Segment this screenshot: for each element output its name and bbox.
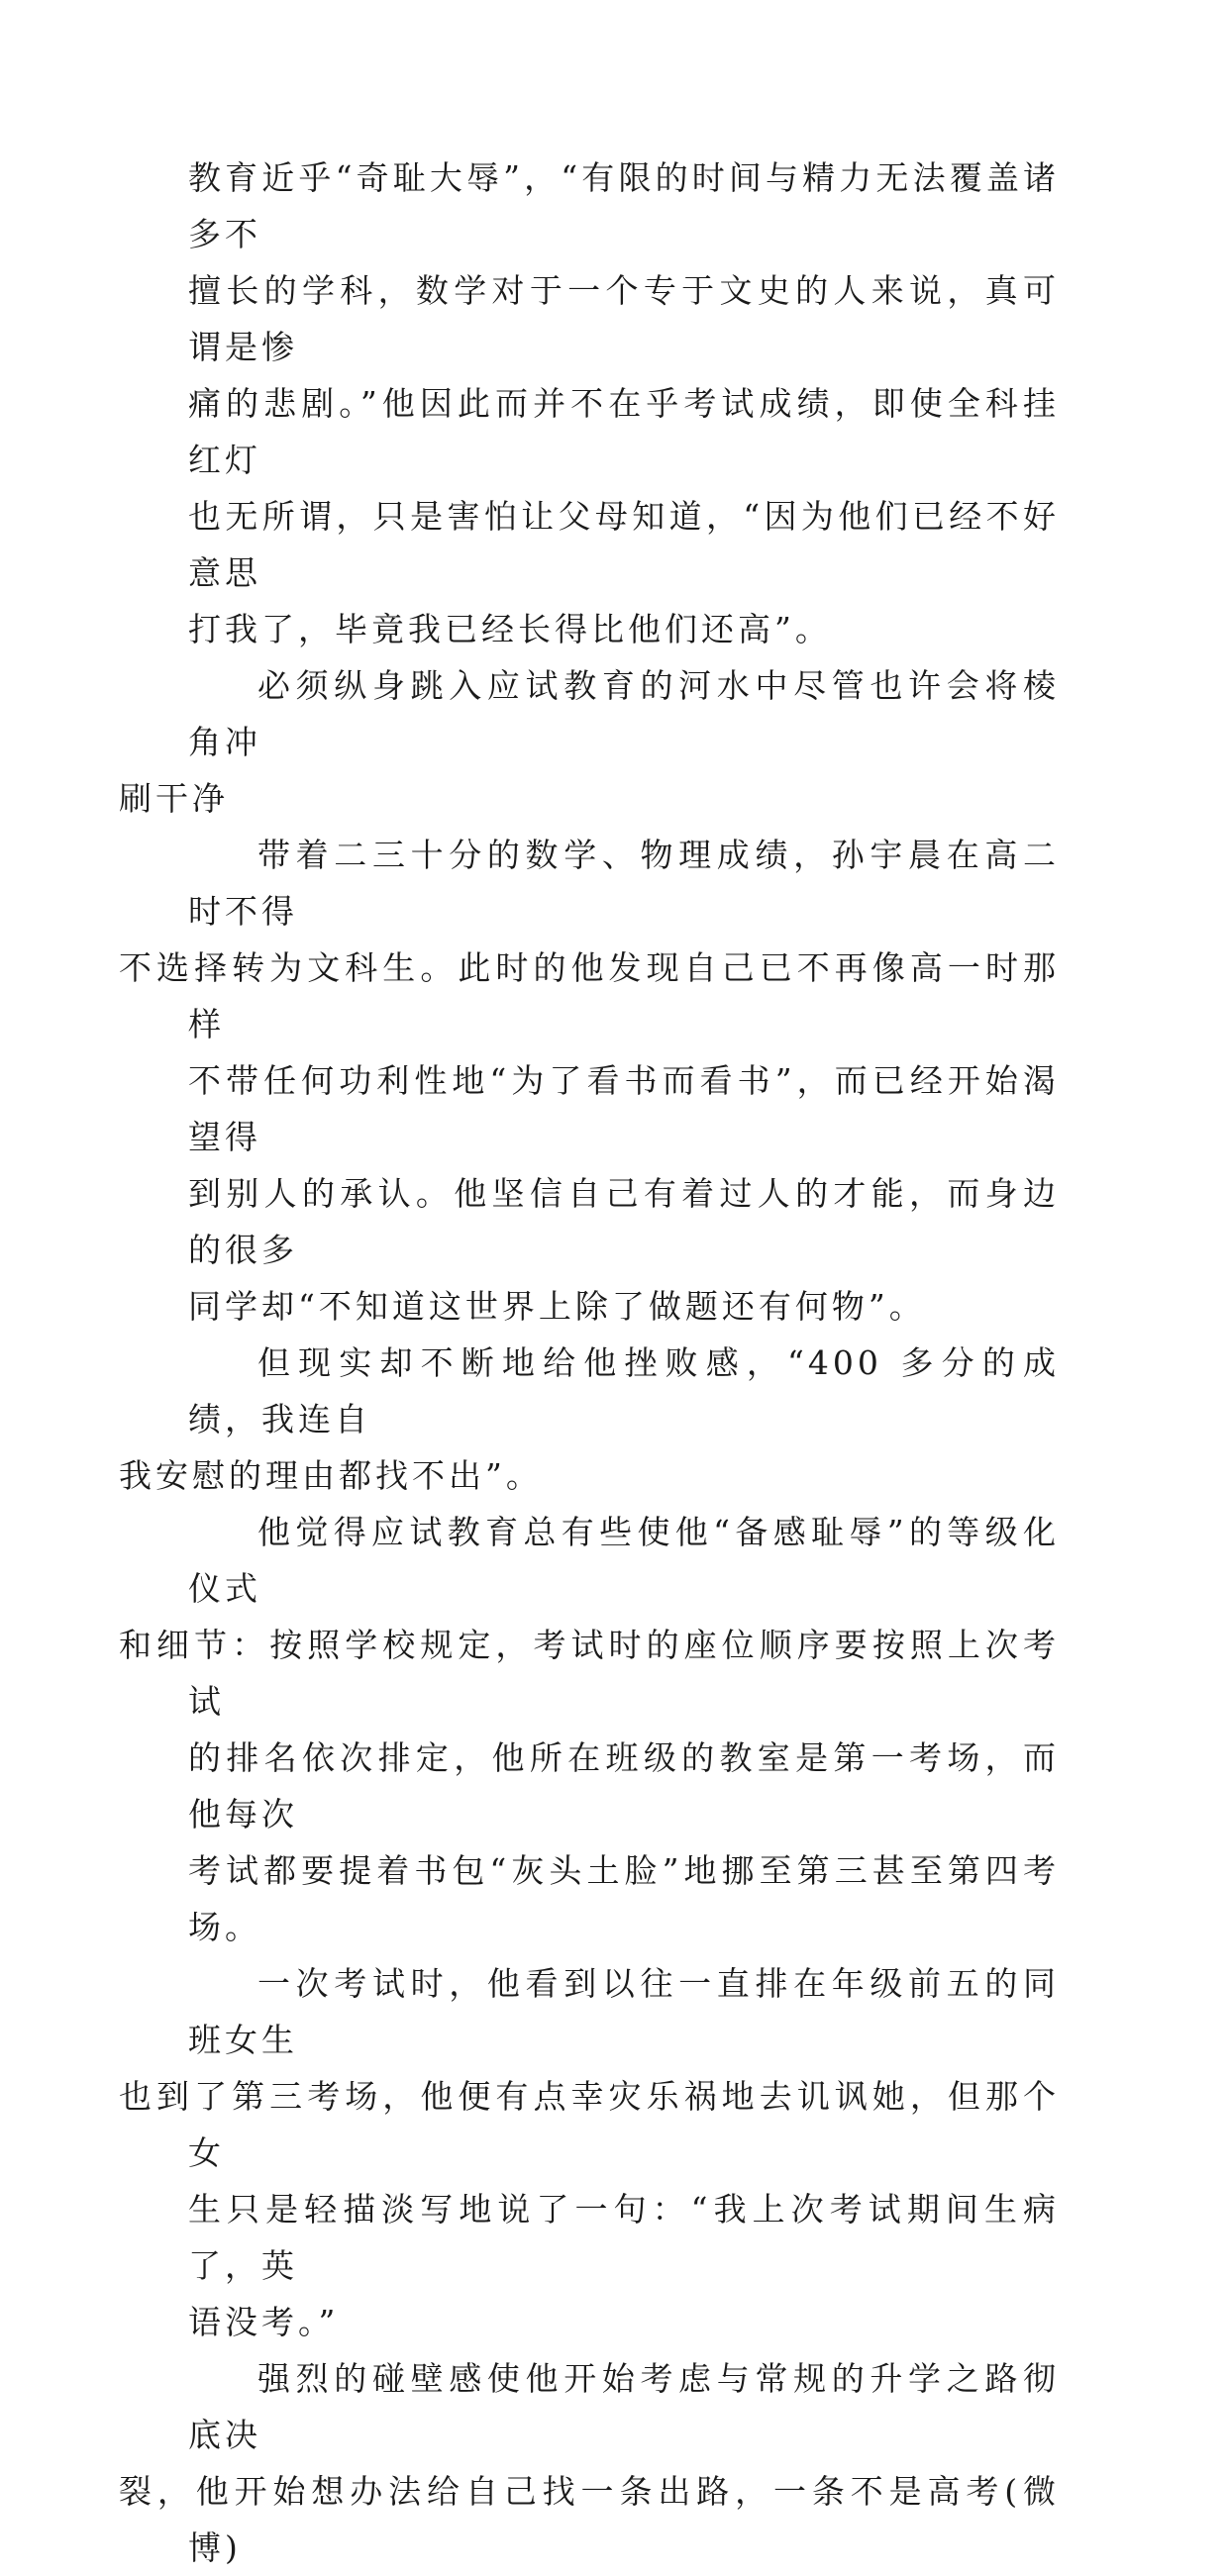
text-line: 他觉得应试教育总有些使他“备感耻辱”的等级化仪式 [188, 1513, 1060, 1608]
text-line: 也到了第三考场，他便有点幸灾乐祸地去讥讽她，但那个女 [119, 2077, 1060, 2172]
text-line: 同学却“不知道这世界上除了做题还有何物”。 [188, 1287, 926, 1326]
paragraph-6 [119, 1955, 1060, 2350]
text-line: 和细节：按照学校规定，考试时的座位顺序要按照上次考试 [119, 1626, 1060, 1721]
text-line: 教育近乎“奇耻大辱”，“有限的时间与精力无法覆盖诸多不 [188, 158, 1060, 253]
text-line: 强烈的碰壁感使他开始考虑与常规的升学之路彻底决 [188, 2359, 1060, 2454]
text-line: 痛的悲剧。”他因此而并不在乎考试成绩，即使全科挂红灯 [188, 384, 1060, 479]
paragraph-7 [119, 2350, 1060, 2576]
text-line: 不选择转为文科生。此时的他发现自己已不再像高一时那样 [119, 948, 1060, 1043]
text-line: 擅长的学科，数学对于一个专于文史的人来说，真可谓是惨 [188, 271, 1060, 366]
document-body [119, 149, 1060, 2576]
text-line: 不带任何功利性地“为了看书而看书”，而已经开始渴望得 [188, 1061, 1060, 1156]
text-line: 带着二三十分的数学、物理成绩，孙宇晨在高二时不得 [188, 836, 1060, 931]
text-line: 也无所谓，只是害怕让父母知道，“因为他们已经不好意思 [188, 497, 1060, 592]
paragraph-1 [188, 149, 1060, 657]
text-line: 生只是轻描淡写地说了一句：“我上次考试期间生病了，英 [188, 2190, 1060, 2285]
text-line: 我安慰的理由都找不出”。 [119, 1456, 543, 1495]
text-line: 语没考。” [188, 2303, 340, 2341]
text-line: 一次考试时，他看到以往一直排在年级前五的同班女生 [188, 1964, 1060, 2059]
text-line: 刷干净 [119, 779, 229, 818]
paragraph-4 [119, 1335, 1060, 1504]
text-line: 必须纵身跳入应试教育的河水中尽管也许会将棱角冲 [188, 666, 1060, 761]
paragraph-5 [119, 1504, 1060, 1955]
text-line: 的排名依次排定，他所在班级的教室是第一考场，而他每次 [188, 1738, 1060, 1833]
text-line: 打我了，毕竟我已经长得比他们还高”。 [188, 610, 832, 648]
text-line: 考试都要提着书包“灰头土脸”地挪至第三甚至第四考场。 [188, 1851, 1060, 1946]
text-line: 裂，他开始想办法给自己找一条出路，一条不是高考(微博) [119, 2472, 1060, 2567]
text-line: 但现实却不断地给他挫败感，“400 多分的成绩，我连自 [188, 1343, 1060, 1438]
text-line: 到别人的承认。他坚信自己有着过人的才能，而身边的很多 [188, 1174, 1060, 1269]
section-heading [119, 657, 1060, 827]
paragraph-3 [119, 827, 1060, 1335]
